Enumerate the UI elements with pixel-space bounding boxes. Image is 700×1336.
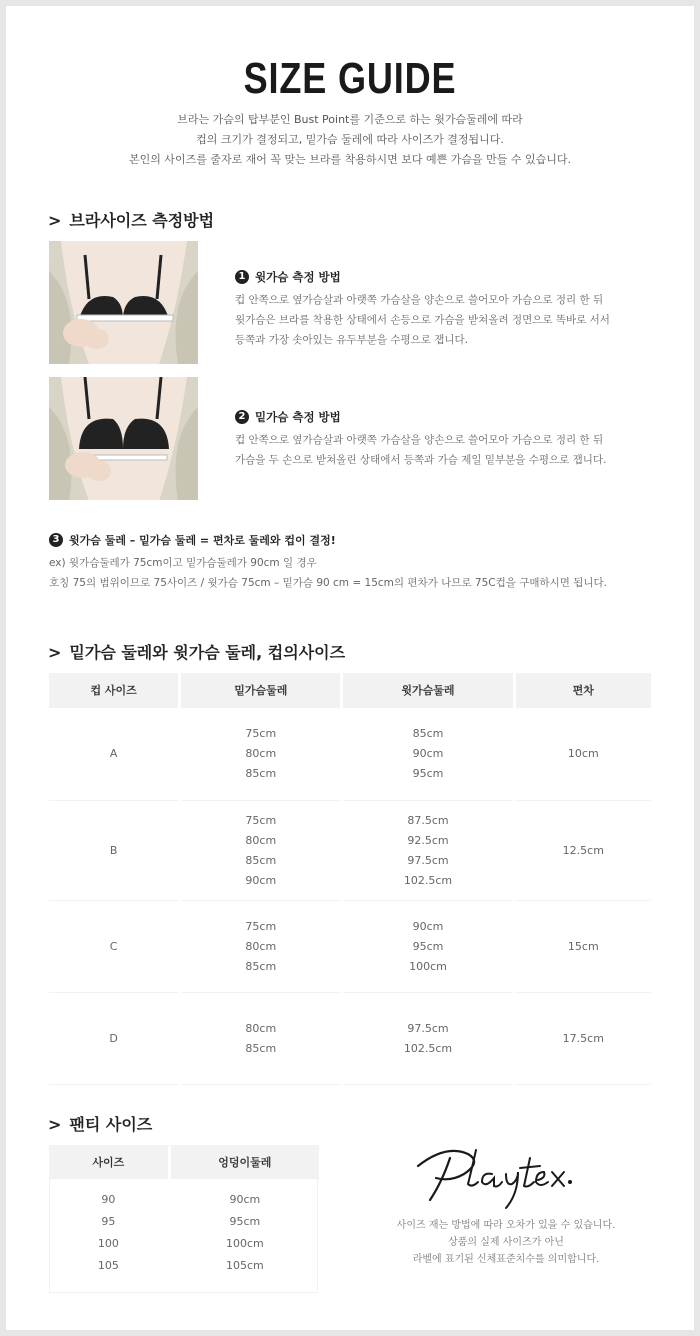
intro-line: 브라는 가슴의 탑부분인 Bust Point를 기준으로 하는 윗가슴둘레에 따라 bbox=[177, 113, 523, 126]
chevron-right-icon: > bbox=[48, 643, 62, 662]
step-description bbox=[235, 290, 655, 350]
value: 80cm bbox=[245, 1021, 277, 1035]
column-header: 윗가슴둘레 bbox=[343, 673, 512, 707]
cup-cell: C bbox=[49, 901, 178, 993]
step-line: 등쪽과 가장 솟아있는 유두부분을 수평으로 잽니다. bbox=[235, 334, 469, 346]
table-row bbox=[49, 801, 651, 901]
overbust-cell bbox=[343, 993, 512, 1085]
chevron-right-icon: > bbox=[48, 211, 62, 230]
step-line: 가슴을 두 손으로 받쳐올린 상태에서 등쪽과 가슴 제일 밑부분을 수평으로 잽니다. bbox=[235, 454, 607, 466]
measure-heading-label: 브라사이즈 측정방법 bbox=[69, 211, 215, 230]
panty-heading bbox=[48, 1112, 152, 1135]
value: 85cm bbox=[245, 853, 277, 867]
difference-cell: 12.5cm bbox=[516, 801, 651, 901]
step-overbust bbox=[235, 269, 655, 350]
example-line: ex) 윗가슴둘레가 75cm이고 밑가슴둘레가 90cm 일 경우 bbox=[49, 557, 317, 569]
overbust-measure-photo bbox=[49, 241, 198, 364]
overbust-cell bbox=[343, 707, 512, 801]
underbust-cell bbox=[181, 801, 340, 901]
table-row bbox=[49, 1189, 319, 1211]
step-title bbox=[49, 532, 669, 548]
step-underbust bbox=[235, 409, 655, 470]
column-header: 편차 bbox=[516, 673, 651, 707]
bra-table-heading-label: 밑가슴 둘레와 윗가슴 둘레, 컵의사이즈 bbox=[69, 643, 346, 662]
intro-text bbox=[6, 110, 694, 170]
hip-cell: 90cm bbox=[229, 1193, 261, 1206]
value: 85cm bbox=[245, 1041, 277, 1055]
table-row bbox=[49, 1211, 319, 1233]
intro-line: 본인의 사이즈를 줄자로 재어 꼭 맞는 브라를 착용하시면 보다 예쁜 가슴을 만들 수 있습니다. bbox=[128, 153, 572, 166]
hip-cell: 105cm bbox=[225, 1259, 264, 1272]
step-title bbox=[235, 409, 655, 425]
value: 80cm bbox=[245, 747, 277, 760]
step-number-badge: 2 bbox=[235, 410, 249, 424]
value: 100cm bbox=[409, 959, 447, 973]
cup-cell: A bbox=[49, 707, 178, 801]
step-line: 윗가슴은 브라를 착용한 상태에서 손등으로 가슴을 받쳐올려 정면으로 똑바로 서서 bbox=[235, 314, 610, 326]
value: 95cm bbox=[412, 939, 444, 953]
value: 90cm bbox=[412, 919, 444, 933]
value: 85cm bbox=[245, 767, 277, 780]
playtex-logo bbox=[406, 1138, 586, 1218]
size-cell: 95 bbox=[101, 1215, 116, 1228]
value: 75cm bbox=[245, 919, 277, 933]
step-number-badge: 3 bbox=[49, 533, 63, 547]
value: 92.5cm bbox=[407, 833, 449, 847]
step-description bbox=[235, 430, 655, 470]
cup-cell: B bbox=[49, 801, 178, 901]
step-number-badge: 1 bbox=[235, 270, 249, 284]
value: 80cm bbox=[245, 833, 277, 847]
hip-cell: 95cm bbox=[229, 1215, 261, 1228]
table-header-row bbox=[49, 673, 651, 707]
size-guide-page bbox=[6, 6, 694, 1330]
step-line: 컵 안쪽으로 옆가슴살과 아랫쪽 가슴살을 양손으로 쓸어모아 가슴으로 정리 한 뒤 bbox=[235, 294, 604, 306]
panty-heading-label: 팬티 사이즈 bbox=[69, 1115, 153, 1134]
value: 85cm bbox=[245, 959, 277, 973]
value: 90cm bbox=[245, 873, 277, 887]
value: 80cm bbox=[245, 939, 277, 953]
column-header: 밑가슴둘레 bbox=[181, 673, 340, 707]
page-title: SIZE GUIDE bbox=[243, 54, 457, 103]
intro-line: 컵의 크기가 결정되고, 밑가슴 둘레에 따라 사이즈가 결정됩니다. bbox=[196, 133, 504, 146]
size-cell: 90 bbox=[101, 1193, 116, 1206]
value: 75cm bbox=[245, 813, 277, 827]
table-row bbox=[49, 1255, 319, 1277]
panty-size-table bbox=[46, 1145, 322, 1277]
value: 97.5cm bbox=[407, 1021, 449, 1035]
table-row bbox=[49, 707, 651, 801]
chevron-right-icon: > bbox=[48, 1115, 62, 1134]
underbust-measure-photo bbox=[49, 377, 198, 500]
overbust-cell bbox=[343, 901, 512, 993]
example-line: 호칭 75의 범위이므로 75사이즈 / 윗가슴 75cm – 밑가슴 90 cm = 15cm의 편차가 나므로 75C컵을 구매하시면 됩니다. bbox=[49, 577, 608, 589]
underbust-cell bbox=[181, 901, 340, 993]
underbust-cell bbox=[181, 707, 340, 801]
value: 85cm bbox=[412, 727, 444, 740]
value: 102.5cm bbox=[403, 1041, 453, 1055]
size-disclaimer bbox=[346, 1217, 666, 1268]
hip-cell: 100cm bbox=[225, 1237, 264, 1250]
value: 102.5cm bbox=[403, 873, 453, 887]
example-text bbox=[49, 553, 669, 593]
size-cell: 105 bbox=[97, 1259, 119, 1272]
overbust-cell bbox=[343, 801, 512, 901]
step-title bbox=[235, 269, 655, 285]
value: 75cm bbox=[245, 727, 277, 740]
note-line: 상품의 실제 사이즈가 아닌 bbox=[448, 1237, 564, 1248]
table-row bbox=[49, 1233, 319, 1255]
value: 97.5cm bbox=[407, 853, 449, 867]
difference-cell: 17.5cm bbox=[516, 993, 651, 1085]
underbust-cell bbox=[181, 993, 340, 1085]
note-line: 라벨에 표기된 신체표준치수를 의미합니다. bbox=[412, 1254, 600, 1265]
step-difference bbox=[49, 532, 669, 593]
column-header: 엉덩이둘레 bbox=[171, 1145, 319, 1179]
measure-heading bbox=[48, 208, 214, 231]
step-title-text: 윗가슴 둘레 – 밑가슴 둘레 = 편차로 둘레와 컵이 결정! bbox=[69, 534, 336, 547]
table-row bbox=[49, 993, 651, 1085]
bra-size-table bbox=[46, 673, 654, 1085]
column-header: 사이즈 bbox=[49, 1145, 168, 1179]
note-line: 사이즈 재는 방법에 따라 오차가 있을 수 있습니다. bbox=[396, 1220, 616, 1231]
bra-table-heading bbox=[48, 640, 345, 663]
value: 95cm bbox=[412, 767, 444, 780]
step-title-text: 밑가슴 측정 방법 bbox=[255, 410, 341, 424]
step-title-text: 윗가슴 측정 방법 bbox=[255, 270, 341, 284]
step-line: 컵 안쪽으로 옆가슴살과 아랫쪽 가슴살을 양손으로 쓸어모아 가슴으로 정리 한 뒤 bbox=[235, 434, 604, 446]
difference-cell: 15cm bbox=[516, 901, 651, 993]
value: 90cm bbox=[412, 747, 444, 760]
size-cell: 100 bbox=[97, 1237, 119, 1250]
table-row bbox=[49, 901, 651, 993]
column-header: 컵 사이즈 bbox=[49, 673, 178, 707]
difference-cell: 10cm bbox=[516, 707, 651, 801]
cup-cell: D bbox=[49, 993, 178, 1085]
table-header-row bbox=[49, 1145, 319, 1179]
value: 87.5cm bbox=[407, 813, 449, 827]
